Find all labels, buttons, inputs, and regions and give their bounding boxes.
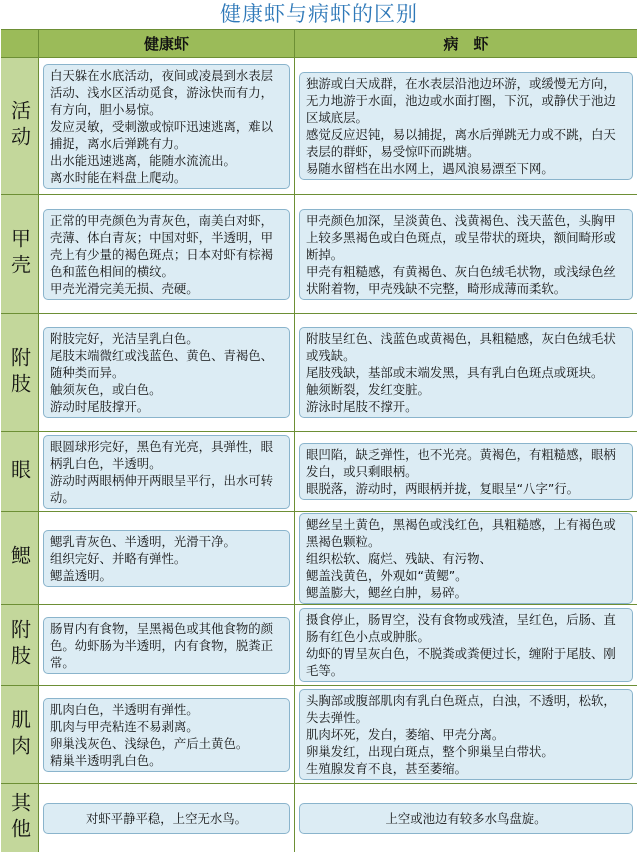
sick-description-box	[299, 209, 633, 300]
header-healthy: 健康虾	[39, 30, 295, 58]
healthy-description-line: 触须灰色，或白色。	[50, 382, 162, 397]
sick-description-cell	[295, 195, 637, 314]
page-title: 健康虾与病虾的区别	[220, 2, 418, 26]
sick-description-cell	[295, 512, 637, 605]
healthy-description-cell	[39, 314, 295, 432]
healthy-description-cell	[39, 686, 295, 784]
healthy-description-cell	[39, 605, 295, 686]
row-category	[1, 784, 39, 852]
sick-description-line: 生殖腺发育不良，甚至萎缩。	[306, 761, 468, 776]
row-category-label: 附肢	[7, 619, 32, 671]
sick-description-line: 易随水留档在出水网上，遇风浪易漂至下网。	[306, 161, 554, 176]
healthy-description-box	[43, 64, 290, 189]
sick-description-cell	[295, 605, 637, 686]
sick-description-box	[299, 327, 633, 418]
sick-description-line: 甲壳有粗糙感，有黄褐色、灰白色绒毛状物，或浅绿色丝状附着物，甲壳残缺不完整，畸形成薄而柔软。	[306, 263, 616, 296]
sick-description-box	[299, 803, 633, 834]
healthy-description-line: 游动时两眼柄伸开两眼呈平行，出水可转动。	[50, 472, 274, 505]
healthy-description-cell	[39, 58, 295, 195]
healthy-description-line: 鳃乳青灰色、半透明，光滑干净。	[50, 533, 236, 549]
row-category	[1, 195, 39, 314]
sick-description-line: 眼凹陷，缺乏弹性，也不光亮。黄褐色，有粗糙感，眼柄发白，或只剩眼柄。	[306, 447, 616, 479]
row-category	[1, 686, 39, 784]
sick-description-cell	[295, 314, 637, 432]
healthy-description-line: 出水能迅速逃离，能随水流流出。	[50, 152, 236, 168]
sick-description-line: 触须断裂，发红变脏。	[306, 382, 430, 397]
row-category-label: 其他	[7, 792, 32, 844]
sick-description-line: 组织松软、腐烂、残缺、有污物、	[306, 550, 492, 566]
sick-description-line: 卵巢发红，出现白斑点，整个卵巢呈白带状。	[306, 744, 554, 759]
row-category	[1, 512, 39, 605]
sick-description-box	[299, 689, 633, 780]
sick-description-line: 甲壳颜色加深，呈淡黄色、浅黄褐色、浅天蓝色，头胸甲上较多黑褐色或白色斑点，或呈带状的斑块，额间畸形或断掉。	[306, 212, 616, 262]
row-category	[1, 58, 39, 195]
sick-description-line: 上空或池边有较多水鸟盘旋。	[385, 810, 547, 826]
healthy-description-box	[43, 698, 290, 772]
row-category	[1, 432, 39, 512]
healthy-description-line: 尾肢末端微红或浅蓝色、黄色、青褐色、随种类而异。	[50, 348, 274, 380]
sick-description-line: 头胸部或腹部肌肉有乳白色斑点，白浊，不透明，松软，失去弹性。	[306, 693, 616, 725]
healthy-description-line: 附肢完好，光洁呈乳白色。	[50, 331, 199, 346]
sick-description-line: 幼虾的胃呈灰白色，不脱粪或粪便过长，缠附于尾肢、刚毛等。	[306, 646, 616, 678]
sick-description-cell	[295, 686, 637, 784]
healthy-description-line: 对虾平静平稳，上空无水鸟。	[85, 810, 248, 826]
sick-description-line: 眼脱落，游动时，两眼柄并拢，复眼呈“八字”行。	[306, 481, 580, 496]
sick-description-line: 鳃丝呈土黄色，黑褐色或浅红色，具粗糙感，上有褐色或黑褐色颗粒。	[306, 516, 616, 549]
healthy-description-box	[43, 327, 290, 418]
sick-description-line: 游泳时尾肢不撑开。	[306, 399, 418, 414]
sick-description-line: 附肢呈红色、浅蓝色或黄褐色，具粗糙感，灰白色绒毛状或残缺。	[306, 331, 616, 363]
sick-description-box	[299, 608, 633, 682]
healthy-description-line: 肌肉白色，半透明有弹性。	[50, 701, 199, 717]
row-category-label: 附肢	[7, 346, 32, 399]
sick-description-cell	[295, 784, 637, 852]
healthy-description-line: 发应灵敏，受刺激或惊吓迅速逃离，难以捕捉，离水后弹跳有力。	[50, 118, 274, 151]
row-category	[1, 314, 39, 432]
healthy-description-box	[43, 209, 290, 300]
healthy-description-line: 精巢半透明乳白色。	[50, 752, 162, 768]
sick-description-line: 尾肢残缺，基部或末端发黑，具有乳白色斑点或斑块。	[306, 365, 604, 380]
healthy-description-line: 离水时能在料盘上爬动。	[50, 169, 187, 185]
healthy-description-cell	[39, 432, 295, 512]
header-sick: 病 虾	[295, 30, 637, 58]
sick-description-box	[299, 72, 633, 180]
healthy-description-box	[43, 435, 290, 509]
sick-description-line: 独游或白天成群，在水表层沿池边环游，或缓慢无方向，无力地游于水面，池边或水面打圈，下沉，或静伏于池边区域底层。	[306, 76, 616, 125]
healthy-description-line: 肠胃内有食物，呈黑褐色或其他食物的颜色。幼虾肠为半透明，内有食物，脱粪正常。	[50, 620, 274, 670]
healthy-description-line: 鳃盖透明。	[50, 567, 112, 583]
sick-description-line: 鳃盖浅黄色，外观如“黄鳃”。	[306, 567, 468, 583]
sick-description-box	[299, 513, 633, 604]
healthy-description-line: 眼圆球形完好，黑色有光亮，具弹性，眼柄乳白色，半透明。	[50, 438, 274, 471]
healthy-description-box	[43, 803, 290, 834]
row-category-label: 鳃	[7, 545, 32, 571]
healthy-description-box	[43, 617, 290, 674]
healthy-description-line: 肌肉与甲壳粘连不易剥离。	[50, 718, 199, 734]
row-category-label: 眼	[7, 458, 32, 485]
sick-description-line: 鳃盖膨大，鳃丝白肿，易碎。	[306, 584, 468, 600]
healthy-description-cell	[39, 784, 295, 852]
row-category-label: 肌肉	[7, 708, 32, 761]
sick-description-line: 肌肉坏死，发白，萎缩、甲壳分离。	[306, 727, 505, 742]
healthy-description-line: 组织完好、并略有弹性。	[50, 550, 187, 566]
healthy-description-box	[43, 530, 290, 587]
healthy-description-cell	[39, 195, 295, 314]
sick-description-cell	[295, 432, 637, 512]
healthy-description-cell	[39, 512, 295, 605]
healthy-description-line: 卵巢浅灰色、浅绿色，产后土黄色。	[50, 735, 249, 751]
sick-description-line: 摄食停止，肠胃空，没有食物或残渣，呈红色，后肠、直肠有红色小点或肿胀。	[306, 612, 616, 644]
header-corner	[1, 30, 39, 58]
healthy-description-line: 正常的甲壳颜色为青灰色，南美白对虾，壳薄、体白青灰；中国对虾，半透明，甲壳上有少量的褐色斑点；日本对虾有棕褐色和蓝色相间的横纹。	[50, 212, 274, 279]
sick-description-line: 感觉反应迟钝，易以捕捉，离水后弹跳无力或不跳，白天表层的群虾，易受惊吓而跳塘。	[306, 127, 616, 159]
row-category-label: 甲壳	[7, 228, 32, 280]
sick-description-box	[299, 443, 633, 500]
healthy-description-line: 白天躲在水底活动，夜间或凌晨到水表层活动、浅水区活动觅食，游泳快而有力，有方向，胆小易惊。	[50, 67, 274, 117]
healthy-description-line: 甲壳光滑完美无损、壳硬。	[50, 280, 199, 296]
row-category-label: 活动	[7, 100, 32, 152]
row-category	[1, 605, 39, 686]
healthy-description-line: 游动时尾肢撑开。	[50, 399, 150, 414]
sick-description-cell	[295, 58, 637, 195]
comparison-table	[1, 29, 637, 851]
